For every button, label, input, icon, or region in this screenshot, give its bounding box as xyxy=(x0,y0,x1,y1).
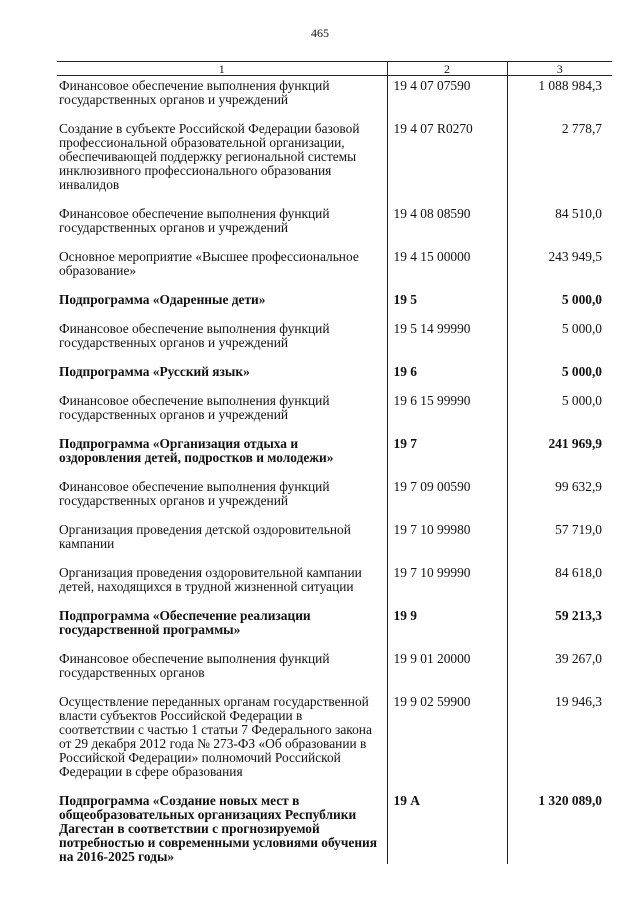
row-code: 19 5 14 99990 xyxy=(387,319,507,362)
row-amount: 57 719,0 xyxy=(507,520,612,563)
subprogram-row xyxy=(57,606,612,649)
row-name: Финансовое обеспечение выполнения функций государственных органов и учреждений xyxy=(59,78,330,107)
table-row xyxy=(57,520,612,563)
table-row xyxy=(57,247,612,290)
column-header-amount: 3 xyxy=(507,62,612,76)
row-code: 19 6 15 99990 xyxy=(387,391,507,434)
row-name: Организация проведения детской оздоровительной кампании xyxy=(59,522,351,551)
subprogram-row xyxy=(57,434,612,477)
row-name: Подпрограмма «Русский язык» xyxy=(59,364,250,379)
row-amount: 84 510,0 xyxy=(507,204,612,247)
row-name: Финансовое обеспечение выполнения функций государственных органов и учреждений xyxy=(59,393,330,422)
row-amount: 5 000,0 xyxy=(507,290,612,319)
row-name: Финансовое обеспечение выполнения функций государственных органов xyxy=(59,651,330,680)
row-amount: 243 949,5 xyxy=(507,247,612,290)
row-amount: 5 000,0 xyxy=(507,362,612,391)
row-amount: 59 213,3 xyxy=(507,606,612,649)
table-row xyxy=(57,204,612,247)
table-row xyxy=(57,76,612,120)
row-name: Финансовое обеспечение выполнения функций государственных органов и учреждений xyxy=(59,321,330,350)
row-name: Создание в субъекте Российской Федерации базовой профессиональной образовательной организации, обеспечивающей поддержку региональной системы инклюзивного профессионального образования инвалидов xyxy=(59,121,360,192)
row-amount: 19 946,3 xyxy=(507,692,612,791)
subprogram-row xyxy=(57,791,612,864)
table-row xyxy=(57,319,612,362)
row-name: Осуществление переданных органам государственной власти субъектов Российской Федерации в соответствии с частью 1 статьи 7 Федерального закона от 29 декабря 2012 года № 273-ФЗ «Об образовании в Российской Федерации» полномочий Российской Федерации в сфере образования xyxy=(59,694,372,779)
row-amount: 99 632,9 xyxy=(507,477,612,520)
row-name: Подпрограмма «Одаренные дети» xyxy=(59,292,266,307)
subprogram-row xyxy=(57,362,612,391)
row-code: 19 9 01 20000 xyxy=(387,649,507,692)
row-name: Подпрограмма «Обеспечение реализации государственной программы» xyxy=(59,608,311,637)
row-amount: 39 267,0 xyxy=(507,649,612,692)
row-code: 19 9 02 59900 xyxy=(387,692,507,791)
row-amount: 5 000,0 xyxy=(507,319,612,362)
row-code: 19 7 10 99990 xyxy=(387,563,507,606)
row-amount: 2 778,7 xyxy=(507,119,612,204)
row-code: 19 4 15 00000 xyxy=(387,247,507,290)
row-name: Подпрограмма «Организация отдыха и оздоровления детей, подростков и молодежи» xyxy=(59,436,334,465)
row-code: 19 А xyxy=(387,791,507,864)
row-amount: 5 000,0 xyxy=(507,391,612,434)
row-name: Основное мероприятие «Высшее профессиональное образование» xyxy=(59,249,359,278)
row-amount: 1 320 089,0 xyxy=(507,791,612,864)
column-header-name: 1 xyxy=(57,62,387,76)
table-row xyxy=(57,391,612,434)
row-code: 19 9 xyxy=(387,606,507,649)
table-row xyxy=(57,692,612,791)
row-amount: 241 969,9 xyxy=(507,434,612,477)
page-number: 465 xyxy=(311,26,329,40)
budget-table xyxy=(57,61,612,864)
row-name: Организация проведения оздоровительной кампании детей, находящихся в трудной жизненной ситуации xyxy=(59,565,362,594)
row-code: 19 7 xyxy=(387,434,507,477)
row-code: 19 7 09 00590 xyxy=(387,477,507,520)
row-code: 19 4 08 08590 xyxy=(387,204,507,247)
row-name: Финансовое обеспечение выполнения функций государственных органов и учреждений xyxy=(59,206,330,235)
row-name: Финансовое обеспечение выполнения функций государственных органов и учреждений xyxy=(59,479,330,508)
row-code: 19 6 xyxy=(387,362,507,391)
table-row xyxy=(57,563,612,606)
row-code: 19 5 xyxy=(387,290,507,319)
table-header-row xyxy=(57,62,612,76)
row-code: 19 4 07 07590 xyxy=(387,76,507,120)
column-header-code: 2 xyxy=(387,62,507,76)
row-name: Подпрограмма «Создание новых мест в общеобразовательных организациях Республики Дагестан в соответствии с прогнозируемой потребностью и современными условиями обучения на 2016-2025 годы» xyxy=(59,793,378,864)
row-code: 19 4 07 R0270 xyxy=(387,119,507,204)
table-row xyxy=(57,119,612,204)
row-amount: 1 088 984,3 xyxy=(507,76,612,120)
row-amount: 84 618,0 xyxy=(507,563,612,606)
table-row xyxy=(57,649,612,692)
row-code: 19 7 10 99980 xyxy=(387,520,507,563)
table-row xyxy=(57,477,612,520)
subprogram-row xyxy=(57,290,612,319)
